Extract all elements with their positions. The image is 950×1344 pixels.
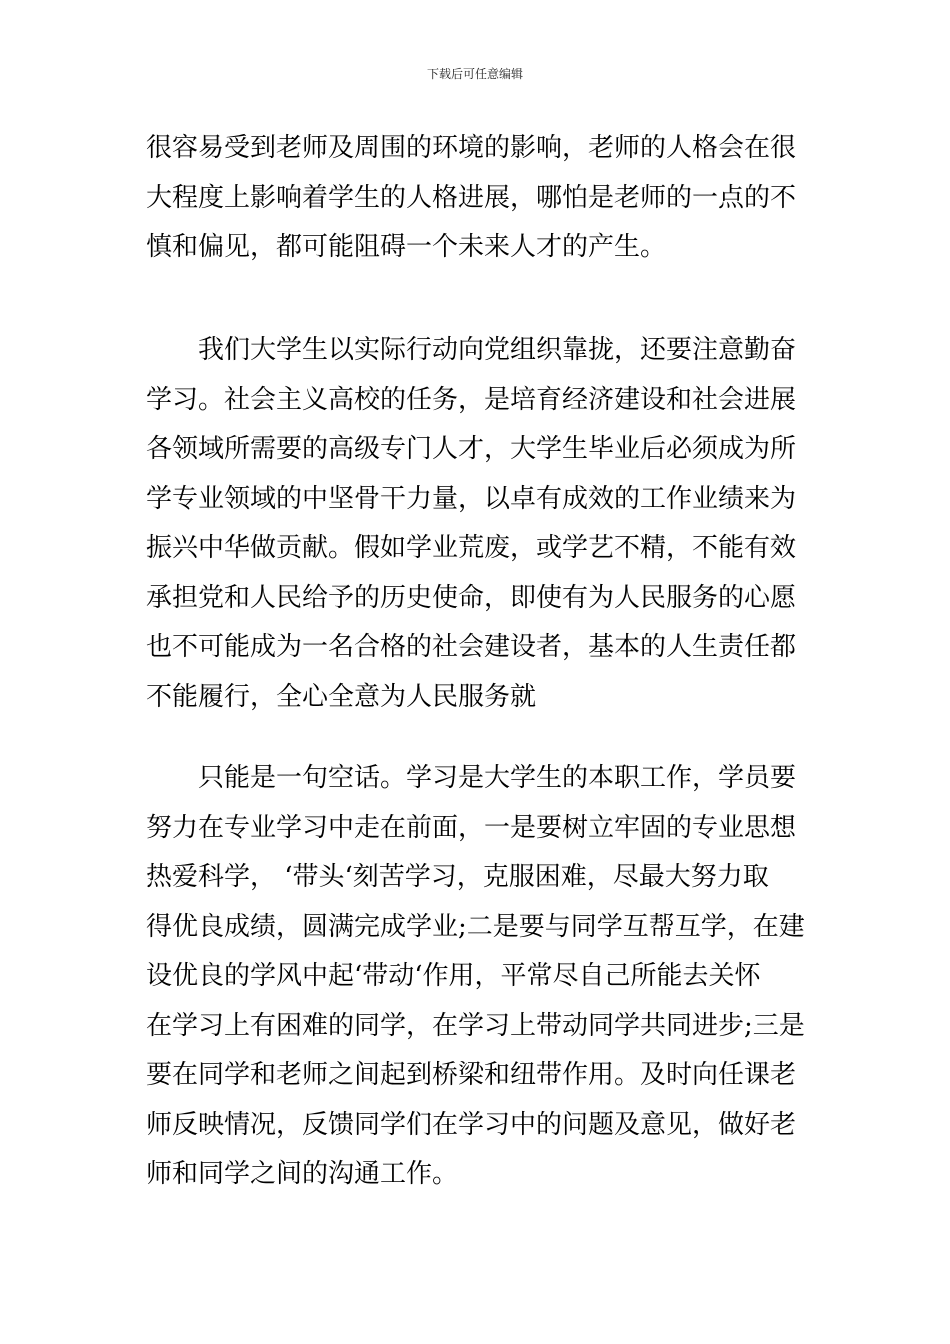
paragraph-line: 振兴中华做贡献。假如学业荒废，或学艺不精，不能有效 — [146, 533, 797, 563]
paragraph-line: 师和同学之间的沟通工作。 — [146, 1159, 459, 1189]
paragraph-2 — [146, 326, 816, 722]
paragraph-line: 在学习上有困难的同学，在学习上带动同学共同进步;三是 — [146, 1010, 805, 1041]
paragraph-line: 我们大学生以实际行动向党组织靠拢，还要注意勤奋 — [198, 335, 797, 365]
paragraph-line: 要在同学和老师之间起到桥梁和纽带作用。及时向任课老 — [146, 1060, 797, 1090]
paragraph-line: 承担党和人民给予的历史使命，即使有为人民服务的心愿 — [146, 582, 797, 613]
paragraph-line: 很容易受到老师及周围的环境的影响，老师的人格会在很 — [146, 133, 797, 163]
paragraph-line: 学专业领域的中坚骨干力量，以卓有成效的工作业绩来为 — [146, 483, 797, 514]
paragraph-line: 师反映情况，反馈同学们在学习中的问题及意见，做好老 — [146, 1109, 797, 1140]
paragraph-line: 也不可能成为一名合格的社会建设者，基本的人生责任都 — [146, 632, 797, 662]
paragraph-line: 慎和偏见，都可能阻碍一个未来人才的产生。 — [146, 232, 667, 262]
paragraph-line: 大程度上影响着学生的人格进展，哪怕是老师的一点的不 — [146, 182, 797, 213]
paragraph-line: 不能履行，全心全意为人民服务就 — [146, 681, 537, 712]
paragraph-line: 只能是一句空话。学习是大学生的本职工作，学员要 — [198, 763, 797, 793]
paragraph-line: 热爱科学， ‘带头‘刻苦学习，克服困难，尽最大努力取 — [146, 862, 769, 892]
paragraph-line: 设优良的学风中起‘带动‘作用，平常尽自己所能去关怀 — [146, 961, 761, 991]
paragraph-3 — [146, 754, 816, 1200]
paragraph-line: 各领域所需要的高级专门人才，大学生毕业后必须成为所 — [146, 434, 797, 464]
paragraph-1 — [146, 124, 816, 273]
paragraph-line: 得优良成绩，圆满完成学业;二是要与同学互帮互学，在建 — [146, 911, 805, 942]
paragraph-line: 学习。社会主义高校的任务，是培育经济建设和社会进展 — [146, 384, 797, 415]
page-header: 下载后可任意编辑 — [426, 67, 523, 81]
paragraph-line: 努力在专业学习中走在前面，一是要树立牢固的专业思想 — [146, 812, 797, 843]
